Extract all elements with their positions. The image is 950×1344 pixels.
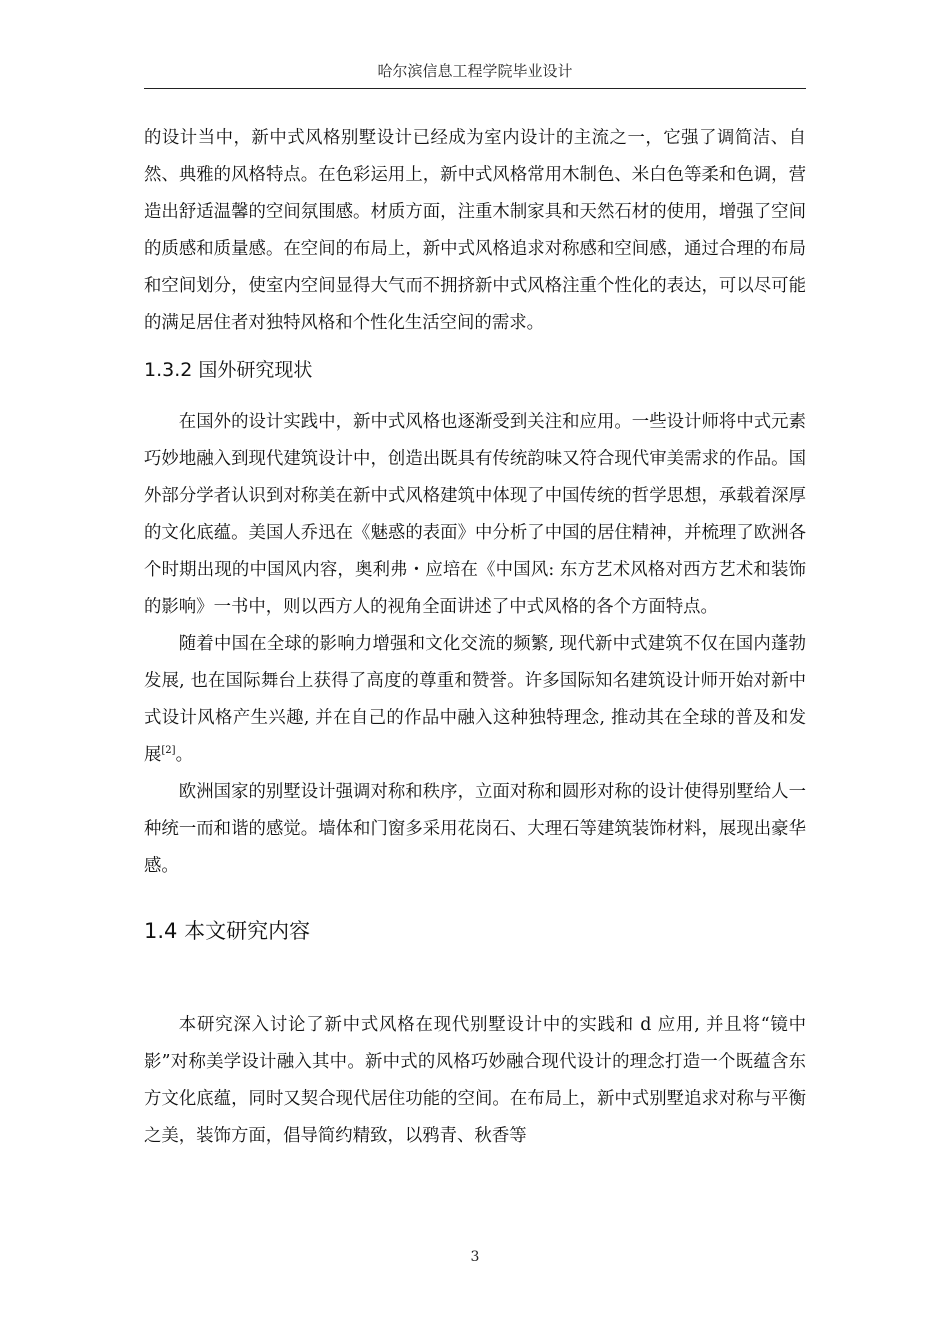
section-heading-1-4: 1.4 本文研究内容: [144, 919, 311, 943]
page-number: 3: [470, 1249, 480, 1265]
foreign-research-paragraph-2: [144, 626, 806, 774]
citation-reference: [2]: [161, 745, 176, 757]
foreign-research-paragraph-2-text: 随着中国在全球的影响力增强和文化交流的频繁, 现代新中式建筑不仅在国内蓬勃发展, 也在国际舞台上获得了高度的尊重和赞誉。许多国际知名建筑设计师开始对新中式设计风格产生兴趣, 并在自己的作品中融入这种独特理念, 推动其在全球的普及和发展: [144, 634, 806, 765]
page-header: [144, 56, 806, 89]
foreign-research-paragraph-1: 在国外的设计实践中，新中式风格也逐渐受到关注和应用。一些设计师将中式元素巧妙地融入到现代建筑设计中，创造出既具有传统韵味又符合现代审美需求的作品。国外部分学者认识到对称美在新中式风格建筑中体现了中国传统的哲学思想，承载着深厚的文化底蕴。美国人乔迅在《魅惑的表面》中分析了中国的居住精神，并梳理了欧洲各个时期出现的中国风内容，奥利弗・应培在《中国风: 东方艺术风格对西方艺术和装饰的影响》一书中，则以西方人的视角全面讲述了中式风格的各个方面特点。: [144, 412, 806, 617]
header-title: 哈尔滨信息工程学院毕业设计: [377, 62, 573, 80]
foreign-research-paragraph-3: 欧洲国家的别墅设计强调对称和秩序，立面对称和圆形对称的设计使得别墅给人一种统一而和谐的感觉。墙体和门窗多采用花岗石、大理石等建筑装饰材料，展现出豪华感。: [144, 782, 806, 876]
research-content-paragraph: 本研究深入讨论了新中式风格在现代别墅设计中的实践和 d 应用, 并且将“镜中影”对称美学设计融入其中。新中式的风格巧妙融合现代设计的理念打造一个既蕴含东方文化底蕴，同时又契合现代居住功能的空间。在布局上，新中式别墅追求对称与平衡之美，装饰方面，倡导简约精致，以鸦青、秋香等: [144, 1015, 806, 1146]
document-body: [144, 120, 806, 1155]
intro-paragraph: 的设计当中，新中式风格别墅设计已经成为室内设计的主流之一，它强了调简洁、自然、典雅的风格特点。在色彩运用上，新中式风格常用木制色、米白色等柔和色调，营造出舒适温馨的空间氛围感。材质方面，注重木制家具和天然石材的使用，增强了空间的质感和质量感。在空间的布局上，新中式风格追求对称感和空间感，通过合理的布局和空间划分，使室内空间显得大气而不拥挤新中式风格注重个性化的表达，可以尽可能的满足居住者对独特风格和个性化生活空间的需求。: [144, 128, 806, 333]
foreign-research-paragraph-2-end: 。: [175, 745, 193, 765]
section-heading-1-3-2: 1.3.2 国外研究现状: [144, 359, 313, 381]
